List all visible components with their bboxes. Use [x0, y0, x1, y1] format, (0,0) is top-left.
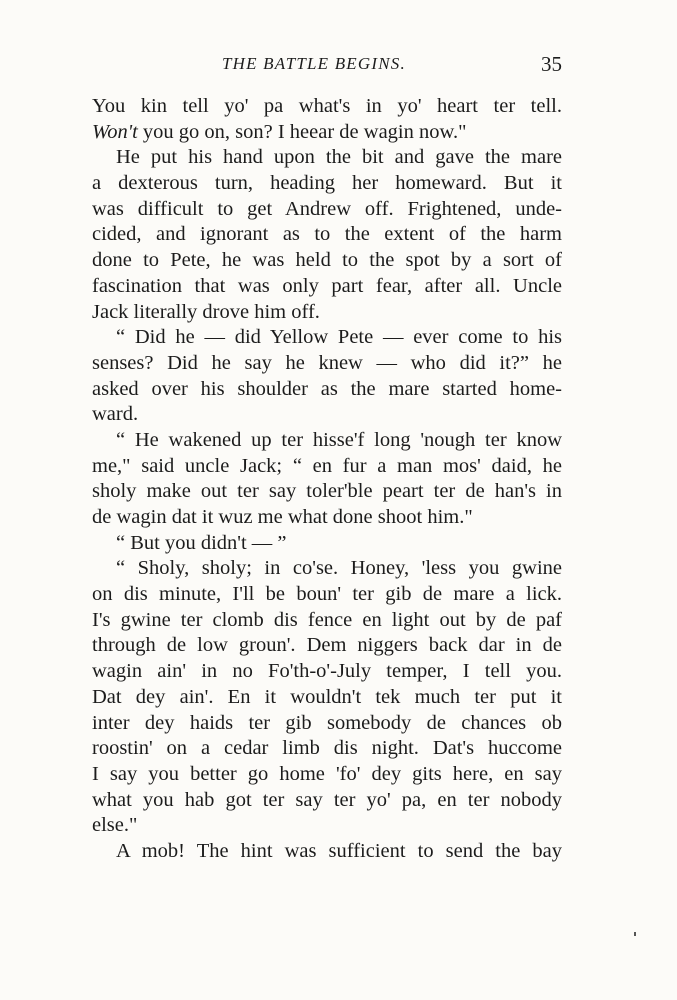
page-number: 35 — [541, 52, 562, 76]
text-line: on dis minute, I'll be boun' ter gib de mare a lick. — [92, 583, 562, 606]
text-line: Won't you go on, son? I heear de wagin now." — [92, 120, 467, 143]
text-line: done to Pete, he was held to the spot by a sort of — [92, 249, 562, 272]
text-line: a dexterous turn, heading her homeward. But it — [92, 172, 562, 195]
text-line: wagin ain' in no Fo'th-o'-July temper, I tell you. — [92, 660, 562, 683]
text-line: else." — [92, 814, 138, 837]
page-header — [92, 54, 562, 80]
text-line: He put his hand upon the bit and gave the mare — [116, 146, 562, 169]
text-line: what you hab got ter say ter yo' pa, en ter nobody — [92, 788, 562, 811]
text-line: “ He wakened up ter hisse'f long 'nough ter know — [116, 428, 562, 451]
emphasis: Won't — [92, 120, 138, 143]
text-line: through de low groun'. Dem niggers back dar in de — [92, 634, 562, 657]
text-line: Dat dey ain'. En it wouldn't tek much ter put it — [92, 685, 562, 708]
running-title: THE BATTLE BEGINS. — [222, 54, 406, 73]
text-line: me," said uncle Jack; “ en fur a man mos' daid, he — [92, 454, 562, 477]
text-line: inter dey haids ter gib somebody de chances ob — [92, 711, 562, 734]
text-line: ward. — [92, 403, 139, 426]
text-line: “ Did he — did Yellow Pete — ever come to his — [116, 326, 562, 349]
text-line: senses? Did he say he knew — who did it?” he — [92, 351, 562, 374]
paper-speck — [634, 932, 637, 936]
text-line: roostin' on a cedar limb dis night. Dat's huccome — [92, 737, 562, 760]
text-line: sholy make out ter say toler'ble peart ter de han's in — [92, 480, 562, 503]
text-line: cided, and ignorant as to the extent of the harm — [92, 223, 562, 246]
text-line: I say you better go home 'fo' dey gits here, en say — [92, 762, 562, 785]
text-line: asked over his shoulder as the mare started home- — [92, 377, 562, 400]
text-line: Jack literally drove him off. — [92, 300, 320, 323]
text-line: “ But you didn't — ” — [116, 531, 287, 554]
text-line: A mob! The hint was sufficient to send the bay — [116, 839, 562, 862]
body-text — [92, 94, 562, 865]
text-line: I's gwine ter clomb dis fence en light out by de paf — [92, 608, 562, 631]
text-line: was difficult to get Andrew off. Frightened, unde- — [92, 197, 562, 220]
text-line: You kin tell yo' pa what's in yo' heart ter tell. — [92, 95, 562, 117]
text-line: de wagin dat it wuz me what done shoot him." — [92, 506, 473, 528]
text-line: fascination that was only part fear, after all. Uncle — [92, 274, 562, 297]
text-line: “ Sholy, sholy; in co'se. Honey, 'less you gwine — [116, 557, 562, 580]
